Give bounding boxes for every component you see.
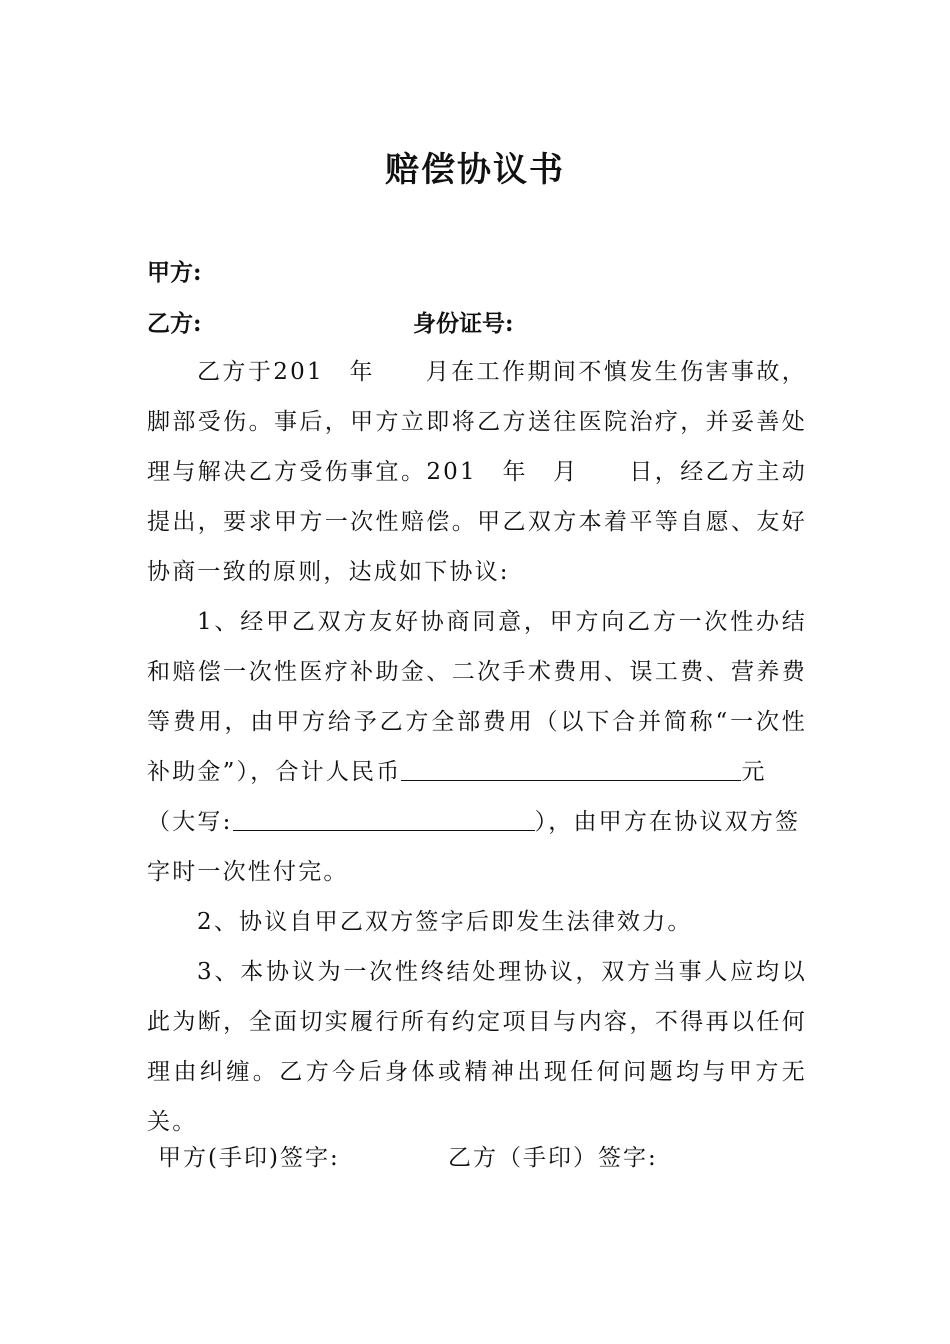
id-number-label: 身份证号:: [413, 310, 514, 337]
uppercase-suffix: ），由甲方在协议双方签: [534, 809, 801, 835]
amount-blank: [401, 752, 741, 781]
clause-1-uppercase-line: [147, 797, 800, 847]
clause-1-tail: 字时一次性付完。: [147, 859, 349, 885]
intro-paragraph: 乙方于201 年 月在工作期间不慎发生伤害事故，脚部受伤。事后，甲方立即将乙方送往医院治疗，并妥善处理与解决乙方受伤事宜。201 年 月 日，经乙方主动提出，要求甲方一次性赔偿。甲乙双方本着平等自愿、友好协商一致的原则，达成如下协议:: [147, 359, 807, 585]
clause-1-paragraph: [147, 597, 807, 797]
party-a-label: 甲方:: [147, 259, 202, 286]
currency-unit: 元: [741, 759, 767, 785]
uppercase-prefix: （大写:: [147, 809, 233, 835]
clause-1-text: 1、经甲乙双方友好协商同意，甲方向乙方一次性办结和赔偿一次性医疗补助金、二次手术费用、误工费、营养费等费用，由甲方给予乙方全部费用（以下合并简称“一次性补助金”），合计人民币: [147, 609, 807, 785]
signature-party-b: 乙方（手印）签字:: [448, 1145, 658, 1171]
party-b-label: 乙方:: [147, 310, 202, 337]
clause-2-paragraph: 2、协议自甲乙双方签字后即发生法律效力。: [197, 909, 693, 935]
uppercase-amount-blank: [233, 802, 535, 831]
signature-party-a: 甲方(手印)签字:: [158, 1145, 340, 1171]
document-title: 赔偿协议书: [385, 150, 565, 190]
clause-3-paragraph: 3、本协议为一次性终结处理协议，双方当事人应均以此为断，全面切实履行所有约定项目与内容，不得再以任何理由纠缠。乙方今后身体或精神出现任何问题均与甲方无关。: [147, 959, 807, 1135]
